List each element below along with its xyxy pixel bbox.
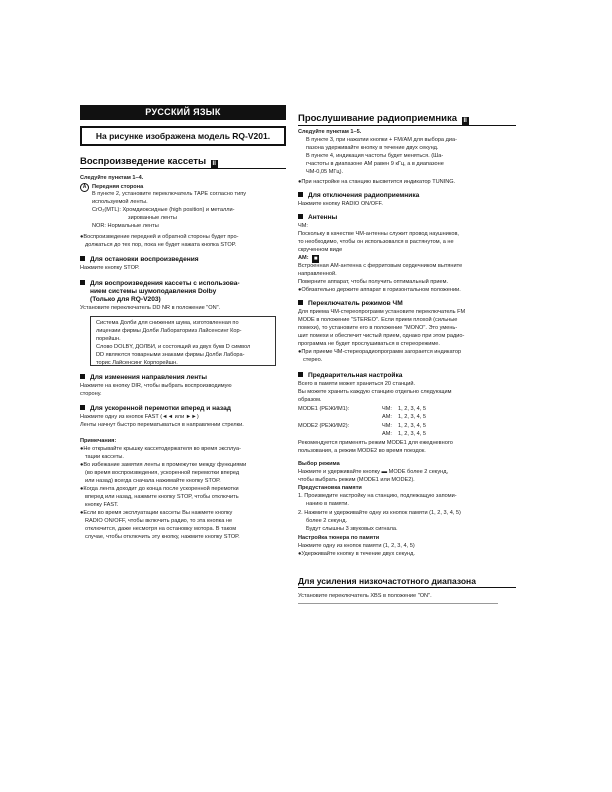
model-notice: На рисунке изображена модель RQ-V201.: [80, 126, 286, 146]
playback-follow: Следуйте пунктам 1–4.: [80, 175, 144, 181]
notes-line-0: ●Не открывайте крышку кассетодержателя во время эксплуа-: [80, 446, 241, 452]
radio-line-2: В пункте 4, индикация частоты будет меняться. (Ша-: [306, 153, 444, 159]
radio-line-3: гчастоты в диапазоне AM равен 9 кГц, а в диапазоне: [306, 161, 444, 167]
radio-icon: II: [463, 118, 467, 124]
recommend-line-1: пользования, а режим MODE2 во время поездок.: [298, 448, 426, 454]
dolby-heading-2: (Только для RQ-V203): [90, 296, 161, 303]
square-bullet-icon: [298, 372, 303, 377]
dolby-box-3: Слово DOLBY, ДОЛБИ, и состоящий из двух букв D символ: [96, 344, 251, 350]
mode-select-line-1: чтобы выбрать режим (MODE1 или MODE2).: [298, 477, 415, 483]
mode-row-2-nums: 1, 2, 3, 4, 5: [398, 423, 426, 429]
fm-mode-line-0: Для приема ЧМ-стереопрограмм установите переключатель FM: [298, 309, 466, 315]
playback-line-4: NOR: Нормальные ленты: [92, 223, 159, 229]
ffwd-heading: Для ускоренной перемотки вперед и назад: [80, 405, 231, 413]
notes-line-10: отключится, даже несмотря на остановку мотора. В таком: [85, 526, 237, 532]
mode-row-3-band: AM:: [382, 431, 392, 437]
antennas-line-7: Поверните аппарат, чтобы получить оптимальный прием.: [298, 279, 449, 285]
radio-line-4: ЧМ-0,05 МГц).: [306, 169, 344, 175]
am-icon: ■: [313, 256, 318, 262]
off-line: Нажмите кнопку RADIO ON/OFF.: [298, 201, 383, 207]
square-bullet-icon: [298, 192, 303, 197]
language-bar: РУССКИЙ ЯЗЫК: [80, 105, 286, 120]
notes-line-2: ●Во избежание замятия ленты в промежутке между функциями: [80, 462, 247, 468]
mode-row-0-band: ЧМ:: [382, 406, 392, 412]
mode-row-3-nums: 1, 2, 3, 4, 5: [398, 431, 426, 437]
antennas-line-6: направленной.: [298, 271, 337, 277]
radio-follow: Следуйте пунктам 1–5.: [298, 129, 362, 135]
mode-row-2-label: MODE2 (РЕЖИМ2):: [298, 423, 350, 429]
square-bullet-icon: [80, 256, 85, 261]
notes-line-3: (во время воспроизведения, ускоренной перемотки вперед: [85, 470, 240, 476]
square-bullet-icon: [80, 405, 85, 410]
radio-line-1: пазона удерживайте кнопку в течение двух секунд.: [306, 145, 439, 151]
square-bullet-icon: [298, 214, 303, 219]
antennas-line-4: AM: ■: [298, 255, 318, 262]
notes-line-7: кнопку FAST.: [85, 502, 119, 508]
preset-line-1: Вы можете хранить каждую станцию отдельно следующим: [298, 389, 452, 395]
ffwd-line-1: Ленты начнут быстро перематываться в направлении стрелки.: [80, 422, 244, 428]
direction-line-0: Нажмите на кнопку DIR, чтобы выбрать воспроизводимую: [80, 383, 232, 389]
playback-line-2: CrO₂(MTL): Хромдиоксидные (high position) и металли-: [92, 207, 235, 213]
fm-mode-line-1: MODE в положение "STEREO". Если прием плохой (сильные: [298, 317, 458, 323]
dolby-heading-1: нием системы шумоподавления Dolby: [90, 288, 217, 295]
mode-select-line-0: Нажмите и удерживайте кнопку ▬ MODE более 2 секунд,: [298, 469, 449, 475]
antennas-line-2: то необходимо, чтобы он использовался в растянутом, а не: [298, 239, 454, 245]
step-a-label: Передняя сторона: [92, 184, 144, 190]
preset-memory-line-1: нанию в памяти.: [306, 501, 349, 507]
preset-memory-line-3: более 2 секунд.: [306, 518, 348, 524]
preset-memory-heading: Предустановка памяти: [298, 485, 362, 491]
square-bullet-icon: [298, 300, 303, 305]
playback-bullet-0: ●Воспроизведение передней и обратной стороны будет про-: [80, 234, 239, 240]
fm-mode-line-3: шит помехи и обеспечит чистый прием, однако при этом радио-: [298, 333, 465, 339]
playback-title-text: Воспроизведение кассеты: [80, 156, 207, 167]
notes-line-11: случае, чтобы отключить эту кнопку, нажмите кнопку STOP.: [85, 534, 240, 540]
recommend-line-0: Рекомендуется применять режим MODE1 для ежедневного: [298, 440, 453, 446]
dolby-box-0: Система Долби для снижения шума, изготовленная по: [96, 320, 239, 326]
stop-line: Нажмите кнопку STOP.: [80, 265, 140, 271]
dolby-box-4: DD являются товарными знаками фирмы Долби Лаборa-: [96, 352, 245, 358]
antennas-line-0: ЧМ:: [298, 223, 308, 229]
off-heading: Для отключения радиоприемника: [298, 192, 419, 200]
playback-line-3: зированные ленты: [128, 215, 177, 221]
radio-title-text: Прослушивание радиоприемника: [298, 113, 457, 124]
tune-line-0: Нажмите одну из кнопок памяти (1, 2, 3, 4, 5): [298, 543, 415, 549]
xbs-section-title: Для усиления низкочастотного диапазона: [298, 575, 516, 588]
dolby-line: Установите переключатель DD NR в положение "ON".: [80, 305, 221, 311]
mode-row-2-band: ЧМ:: [382, 423, 392, 429]
preset-memory-line-4: Будут слышны 3 звуковых сигнала.: [306, 526, 398, 532]
preset-line-2: образом.: [298, 397, 322, 403]
fm-mode-heading: Переключатель режимов ЧМ: [298, 300, 403, 308]
circled-a-icon: A: [80, 183, 89, 192]
fm-mode-line-4: программа не будет прослушиваться в стереорежиме.: [298, 341, 440, 347]
mode-row-0-label: MODE1 (РЕЖИМ1):: [298, 406, 350, 412]
fm-mode-line-6: стерео.: [303, 357, 323, 363]
direction-heading: Для изменения направления ленты: [80, 374, 207, 382]
radio-line-0: В пункте 3, при нажатии кнопки + FM/AM для выбора диа-: [306, 137, 457, 143]
radio-tuning-note: ●При настройке на станцию высветится индикатор TUNING.: [298, 179, 456, 185]
playback-line-0: В пункте 2, установите переключатель TAPE согласно типу: [92, 191, 247, 197]
tune-heading: Настройка тюнера по памяти: [298, 535, 380, 541]
antennas-line-1: Поскольку в качестве ЧМ-антенны служит провод наушников,: [298, 231, 459, 237]
mode-select-heading: Выбор режима: [298, 461, 340, 467]
xbs-line-0: Установите переключатель XBS в положение "ON".: [298, 593, 432, 599]
playback-bullet-1: должаться до тех пор, пока не будет нажата кнопка STOP.: [85, 242, 237, 248]
antennas-heading: Антенны: [298, 214, 337, 222]
notes-line-9: RADIO ON/OFF, чтобы включить радио, то эта кнопка не: [85, 518, 233, 524]
direction-line-1: сторону.: [80, 391, 102, 397]
mode-row-1-band: AM:: [382, 414, 392, 420]
ffwd-line-0: Нажмите одну из кнопок FAST (◄◄ или ►►): [80, 414, 199, 420]
play-icon: II: [212, 161, 216, 167]
mode-row-1-nums: 1, 2, 3, 4, 5: [398, 414, 426, 420]
notes-heading: Примечания:: [80, 438, 117, 444]
square-bullet-icon: [80, 374, 85, 379]
notes-line-4: или назад) всегда сначала нажимайте кнопку STOP.: [85, 478, 221, 484]
preset-line-0: Всего в памяти может храниться 20 станций.: [298, 381, 416, 387]
preset-memory-line-0: 1. Произведите настройку на станцию, подлежащую запоми-: [298, 493, 457, 499]
playback-section-title: [80, 155, 286, 169]
stop-heading: Для остановки воспроизведения: [80, 256, 199, 264]
notes-line-1: тации кассеты.: [85, 454, 124, 460]
antennas-line-8: ●Обязательно держите аппарат в горизонтальном положении.: [298, 287, 461, 293]
antennas-line-3: скрученном виде: [298, 247, 343, 253]
notes-line-6: вперед или назад, нажмите кнопку STOP, чтобы отключить: [85, 494, 239, 500]
dolby-box-1: лицензии фирмы Долби Лабораторииз Лайсенсинг Кор-: [96, 328, 242, 334]
playback-line-1: используемой ленты.: [92, 199, 148, 205]
preset-memory-line-2: 2. Нажмите и удерживайте одну из кнопок памяти (1, 2, 3, 4, 5): [298, 510, 461, 516]
tune-line-1: ●Удерживайте кнопку в течение двух секунд.: [298, 551, 415, 557]
mode-row-0-nums: 1, 2, 3, 4, 5: [398, 406, 426, 412]
cutoff-text-line: [298, 603, 498, 604]
dolby-box-2: порейшн.: [96, 336, 121, 342]
dolby-heading-0: Для воспроизведения кассеты с использова-: [80, 280, 240, 288]
square-bullet-icon: [80, 280, 85, 285]
notes-line-8: ●Если во время эксплуатации кассеты Вы нажмете кнопку: [80, 510, 233, 516]
notes-line-5: ●Когда лента доходит до конца после ускоренной перемотки: [80, 486, 239, 492]
fm-mode-line-2: помехи), то установите его в положение "MONO". Это умень-: [298, 325, 458, 331]
antennas-line-5: Встроенная AM-антенна с ферритовым сердечником вытяните: [298, 263, 463, 269]
dolby-box-5: торис Лайсенсинг Корпорейшн.: [96, 360, 178, 366]
fm-mode-line-5: ●При приеме ЧМ-стереорадиопрограмм загорается индикатор: [298, 349, 462, 355]
preset-heading: Предварительная настройка: [298, 372, 402, 380]
radio-section-title: [298, 112, 516, 126]
